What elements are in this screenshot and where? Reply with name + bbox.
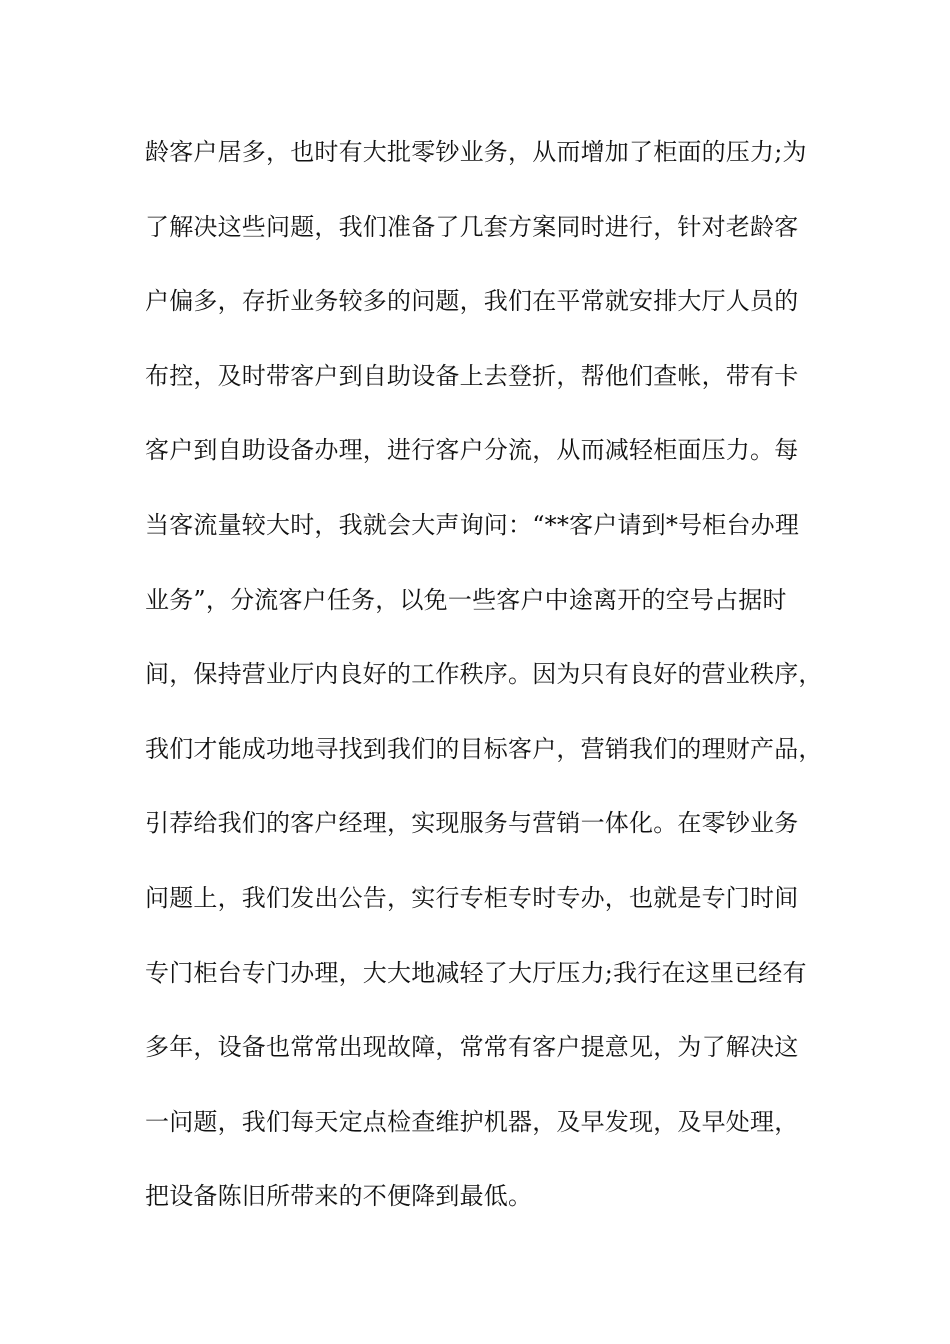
text-line: 一问题，我们每天定点检查维护机器，及早发现，及早处理， bbox=[145, 1107, 799, 1136]
text-line: 多年，设备也常常出现故障，常常有客户提意见，为了解决这 bbox=[145, 1033, 799, 1062]
text-line: 间，保持营业厅内良好的工作秩序。因为只有良好的营业秩序， bbox=[145, 660, 823, 689]
text-line: 户偏多，存折业务较多的问题，我们在平常就安排大厅人员的 bbox=[145, 287, 799, 316]
text-line: 把设备陈旧所带来的不便降到最低。 bbox=[145, 1182, 533, 1211]
text-line: 问题上，我们发出公告，实行专柜专时专办，也就是专门时间 bbox=[145, 883, 799, 912]
text-line: 当客流量较大时，我就会大声询问：“**客户请到*号柜台办理 bbox=[145, 510, 800, 539]
text-line: 专门柜台专门办理，大大地减轻了大厅压力;我行在这里已经有 bbox=[145, 958, 807, 987]
document-body bbox=[145, 130, 835, 1249]
text-line: 龄客户居多，也时有大批零钞业务，从而增加了柜面的压力;为 bbox=[145, 138, 807, 166]
text-line: 引荐给我们的客户经理，实现服务与营销一体化。在零钞业务 bbox=[145, 809, 799, 838]
text-line: 我们才能成功地寻找到我们的目标客户，营销我们的理财产品， bbox=[145, 734, 823, 763]
text-line: 布控，及时带客户到自助设备上去登折，帮他们查帐，带有卡 bbox=[145, 361, 799, 390]
text-line: 客户到自助设备办理，进行客户分流，从而减轻柜面压力。每 bbox=[145, 436, 799, 465]
text-line: 业务”，分流客户任务，以免一些客户中途离开的空号占据时 bbox=[145, 585, 787, 614]
text-line: 了解决这些问题，我们准备了几套方案同时进行，针对老龄客 bbox=[145, 212, 799, 241]
